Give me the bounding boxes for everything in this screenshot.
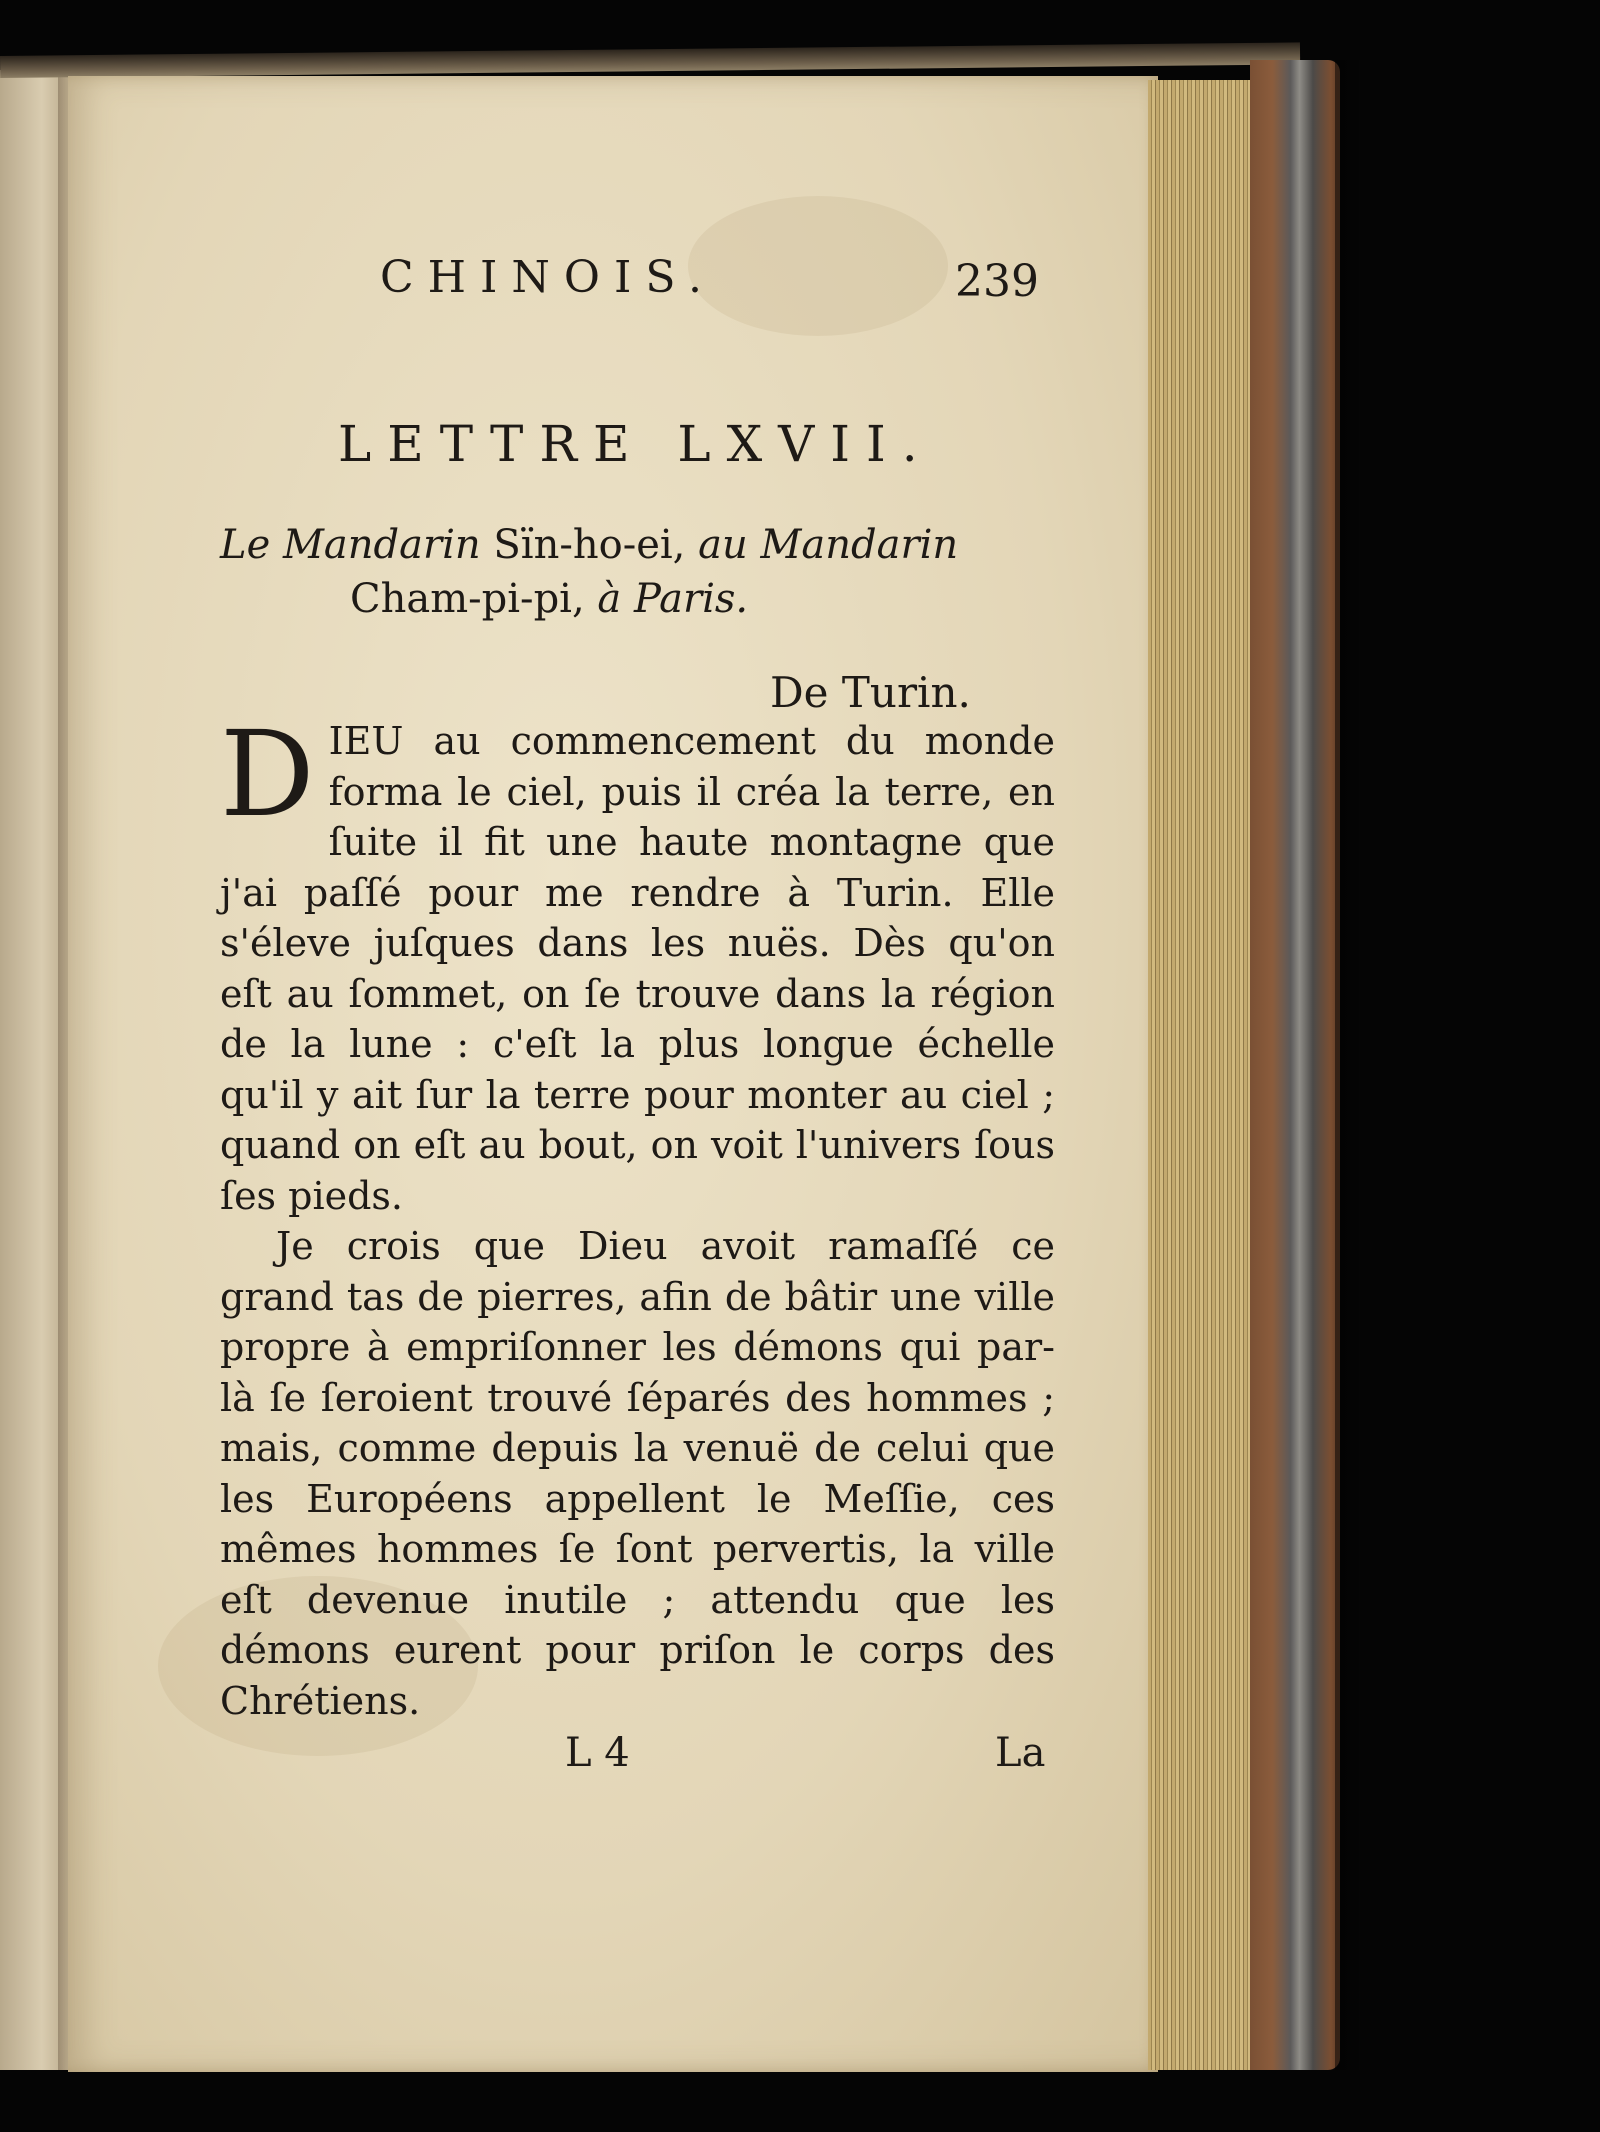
drop-cap: D — [220, 705, 315, 843]
book-top-edge — [0, 42, 1300, 78]
letter-title: LETTRE LXVII. — [338, 415, 934, 473]
signature-mark: L 4 — [565, 1730, 630, 1776]
paragraph-2: Je crois que Dieu avoit ramaſſé ce grand tas de pierres, afin de bâtir une ville propre à empriſonner les démons qui par-là ſe ſeroient trouvé ſéparés des hommes ; mais, comme depuis la venuë de celui que les Européens appellent le Meſſie, ces mêmes hommes ſe ſont pervertis, la ville eſt devenue inutile ; attendu que les démons eurent pour priſon le corps des Chrétiens. — [220, 1224, 1055, 1723]
salutation-line-2 — [220, 572, 1080, 626]
sender-prefix: Le — [220, 522, 271, 568]
recipient-title: Mandarin — [760, 522, 959, 568]
place-name: Paris. — [633, 576, 749, 622]
letter-body — [220, 705, 1055, 1726]
catchword: La — [995, 1730, 1046, 1776]
sender-name: Sïn-ho-ei, — [493, 522, 686, 568]
page-number: 239 — [955, 256, 1039, 307]
letter-origin: De Turin. — [770, 668, 971, 717]
sender-title: Mandarin — [282, 522, 481, 568]
paragraph-1-text: IEU au commencement du monde forma le ciel, puis il créa la terre, en ſuite il fit une haute montagne que j'ai paſſé pour me rendre à Turin. Elle s'éleve juſques dans les nuës. Dès qu'on eſt au ſommet, on ſe trouve dans la région de la lune : c'eſt la plus longue échelle qu'il y ait ſur la terre pour monter au ciel ; quand on eſt au bout, on voit l'univers ſous ſes pieds. — [220, 719, 1055, 1218]
cover-shadow — [1335, 60, 1365, 2070]
place-prefix: à — [597, 576, 622, 622]
marbled-cover-board — [1250, 60, 1340, 2070]
recipient-name: Cham-pi-pi, — [350, 576, 585, 622]
running-title: CHINOIS. — [380, 252, 716, 303]
paper-stain — [688, 196, 948, 336]
connector: au — [698, 522, 748, 568]
salutation — [220, 518, 1080, 626]
page-block-edges — [1148, 80, 1258, 2070]
paragraph-1 — [220, 705, 1055, 1221]
